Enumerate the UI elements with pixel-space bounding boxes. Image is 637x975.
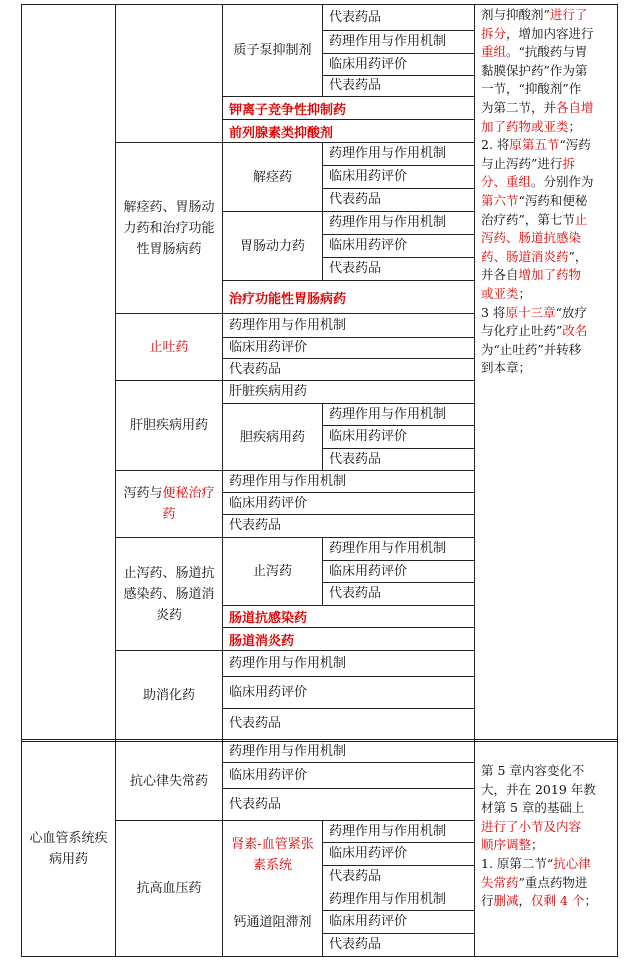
category-antispasm-group: 解痉药、胃肠动力药和治疗功能性胃肠病药 (123, 199, 215, 257)
item-representative: 代表药品 (229, 518, 282, 533)
note-text: 治疗药”，第七节 (481, 211, 575, 227)
item-evaluation: 临床用药评价 (329, 56, 408, 72)
category-hepatobiliary: 肝胆疾病用药 (129, 418, 208, 433)
note-text: 到本章； (481, 360, 532, 376)
note-text: ； (518, 285, 532, 301)
note-text: 1. 原第二节“ (481, 855, 554, 871)
subcategory-prokinetic: 胃肠动力药 (239, 238, 305, 254)
note-highlight: 改名 (562, 323, 588, 339)
note-text: ”， (568, 248, 588, 264)
note-text: 行 (481, 893, 494, 909)
note-line (481, 304, 611, 323)
item-evaluation: 临床用药评价 (229, 767, 308, 783)
note-highlight: 进行了小节及内容 (481, 818, 582, 834)
note-text: 与止泻药”进行 (481, 155, 563, 171)
note-highlight: 止 (574, 211, 588, 227)
note-text: 第 5 章内容变化不 (481, 763, 585, 778)
note-text: 剂与抑酸剂” (481, 7, 550, 22)
note-highlight: 各自增 (556, 99, 594, 115)
note-highlight: 分、重组 (481, 174, 532, 190)
new-row-intestinal-antiinfective: 肠道抗感染药 (229, 611, 308, 626)
category-antihypertensive: 抗高血压药 (136, 881, 202, 896)
subcategory-ppi: 质子泵抑制剂 (233, 43, 312, 58)
note-highlight: 失常药 (481, 874, 519, 890)
note-highlight: 仅剩 4 个 (531, 893, 585, 909)
item-mechanism: 药理作用与作用机制 (329, 406, 447, 422)
note-line (481, 359, 611, 378)
category-antiarrhythmic: 抗心律失常药 (129, 773, 208, 789)
item-representative: 代表药品 (329, 451, 382, 467)
item-mechanism: 药理作用与作用机制 (329, 34, 447, 49)
note-line (481, 43, 611, 62)
note-highlight: 删减 (493, 893, 519, 909)
item-representative: 代表药品 (329, 586, 382, 601)
note-text: ； (531, 837, 544, 853)
item-mechanism: 药理作用与作用机制 (329, 215, 447, 230)
note-highlight: 泻药、肠道抗感染 (481, 230, 582, 246)
note-line (481, 762, 611, 781)
note-text: 黏膜保护药”作为第 (481, 62, 588, 78)
new-row-potassium: 钾离子竞争性抑制药 (229, 102, 347, 118)
note-highlight: 顺序调整 (481, 837, 532, 853)
note-highlight: 拆 (562, 155, 575, 171)
item-representative: 代表药品 (229, 361, 282, 377)
change-note-digestive (475, 6, 617, 378)
note-line (481, 341, 611, 360)
note-line (481, 62, 611, 81)
item-mechanism: 药理作用与作用机制 (329, 146, 447, 161)
item-mechanism: 药理作用与作用机制 (229, 473, 347, 489)
note-line (481, 99, 611, 118)
note-line (481, 285, 611, 304)
subcategory-raas: 肾素-血管紧张素系统 (231, 836, 314, 873)
subcategory-antidiarrheal: 止泻药 (252, 564, 292, 579)
note-highlight: 加了药物或亚类 (481, 118, 569, 134)
note-line (481, 818, 611, 837)
note-highlight: 原第五节 (509, 137, 560, 153)
table-border-right (617, 4, 618, 957)
note-line (481, 155, 611, 174)
note-text: 。分别作为 (531, 174, 594, 190)
item-representative: 代表药品 (229, 716, 282, 731)
note-line (481, 322, 611, 341)
note-text: 一节，“抑酸剂”作 (481, 81, 582, 97)
note-text: ，增加内容进行 (506, 25, 594, 41)
new-row-intestinal-antiinflammatory: 肠道消炎药 (229, 633, 295, 649)
item-evaluation: 临床用药评价 (329, 429, 408, 444)
note-highlight: 或亚类 (481, 285, 519, 301)
subcategory-ccb: 钙通道阻滞剂 (233, 915, 312, 930)
item-mechanism: 药理作用与作用机制 (329, 541, 447, 556)
note-text: 2. 将 (481, 137, 510, 153)
note-highlight: 进行了 (549, 7, 588, 22)
note-highlight: 拆分 (481, 25, 507, 41)
note-highlight: 增加了药物 (518, 267, 582, 283)
item-liver: 肝脏疾病用药 (229, 384, 308, 399)
item-mechanism: 药理作用与作用机制 (229, 317, 347, 333)
note-line (481, 192, 611, 211)
category-digestive-aid: 助消化药 (142, 687, 195, 703)
note-line (481, 855, 611, 874)
note-text: ； (584, 893, 597, 909)
note-text: 并各自 (481, 267, 519, 283)
category-antidiarrheal-group: 止泻药、肠道抗感染药、肠道消炎药 (123, 565, 215, 623)
note-line (481, 781, 611, 800)
note-line (481, 229, 611, 248)
change-note-cardiovascular (475, 762, 617, 911)
category-antiemetic: 止吐药 (149, 339, 189, 355)
item-evaluation: 临床用药评价 (329, 563, 408, 579)
new-row-prostaglandin: 前列腺素类抑酸剂 (229, 125, 334, 141)
note-line (481, 799, 611, 818)
note-line (481, 266, 611, 285)
note-text: “放疗 (555, 304, 587, 320)
item-representative: 代表药品 (329, 869, 382, 884)
item-evaluation: 临床用药评价 (229, 684, 308, 700)
item-mechanism: 药理作用与作用机制 (229, 744, 347, 759)
note-line (481, 80, 611, 99)
item-evaluation: 临床用药评价 (229, 340, 308, 355)
item-mechanism: 药理作用与作用机制 (229, 655, 347, 671)
note-text: “泻药 (559, 137, 591, 153)
note-text: ， (518, 893, 532, 909)
note-highlight: 原十三章 (505, 304, 556, 320)
note-line (481, 248, 611, 267)
note-line (481, 118, 611, 137)
item-representative: 代表药品 (229, 796, 282, 812)
subcategory-gallbladder: 胆疾病用药 (239, 429, 305, 445)
note-highlight: 重组 (481, 44, 507, 60)
note-text: 。“抗酸药与胃 (506, 44, 588, 60)
note-text: 材第 5 章的基础上 (481, 800, 585, 816)
note-text: 为第二节，并 (481, 99, 557, 115)
new-row-functional-gi: 治疗功能性胃肠病药 (229, 291, 347, 307)
note-highlight: 第六节 (481, 192, 519, 208)
note-line (481, 874, 611, 893)
note-line (481, 6, 611, 25)
section-divider (21, 739, 618, 740)
item-evaluation: 临床用药评价 (329, 238, 408, 253)
note-line (481, 173, 611, 192)
item-representative: 代表药品 (329, 9, 382, 25)
note-line (481, 25, 611, 44)
item-evaluation: 临床用药评价 (329, 169, 408, 184)
note-highlight: 抗心律 (553, 855, 591, 871)
subcategory-antispasmodic: 解痉药 (252, 169, 292, 185)
note-text: 3 将 (481, 304, 506, 320)
note-line (481, 211, 611, 230)
note-text: “泻药和便秘 (518, 192, 588, 208)
note-line (481, 836, 611, 855)
item-evaluation: 临床用药评价 (329, 914, 408, 929)
item-representative: 代表药品 (329, 192, 382, 207)
system-cardiovascular: 心血管系统疾病用药 (29, 831, 108, 867)
item-evaluation: 临床用药评价 (229, 495, 308, 511)
note-line (481, 892, 611, 911)
item-mechanism: 药理作用与作用机制 (329, 823, 447, 839)
category-laxative: 泻药与便秘治疗药 (123, 486, 215, 522)
note-text: ； (568, 118, 582, 134)
note-highlight: 药、肠道消炎药 (481, 248, 569, 264)
note-text: 大，并在 2019 年教 (481, 781, 596, 797)
item-representative: 代表药品 (329, 937, 382, 952)
item-evaluation: 临床用药评价 (329, 846, 408, 861)
item-representative: 代表药品 (329, 78, 382, 93)
note-text: 与化疗止吐药” (481, 323, 563, 339)
table-border-bottom (21, 956, 618, 957)
item-mechanism: 药理作用与作用机制 (329, 891, 447, 907)
item-representative: 代表药品 (329, 261, 382, 276)
note-line (481, 136, 611, 155)
note-text: ”重点药物进 (518, 874, 588, 890)
note-text: 为“止吐药”并转移 (481, 341, 582, 357)
